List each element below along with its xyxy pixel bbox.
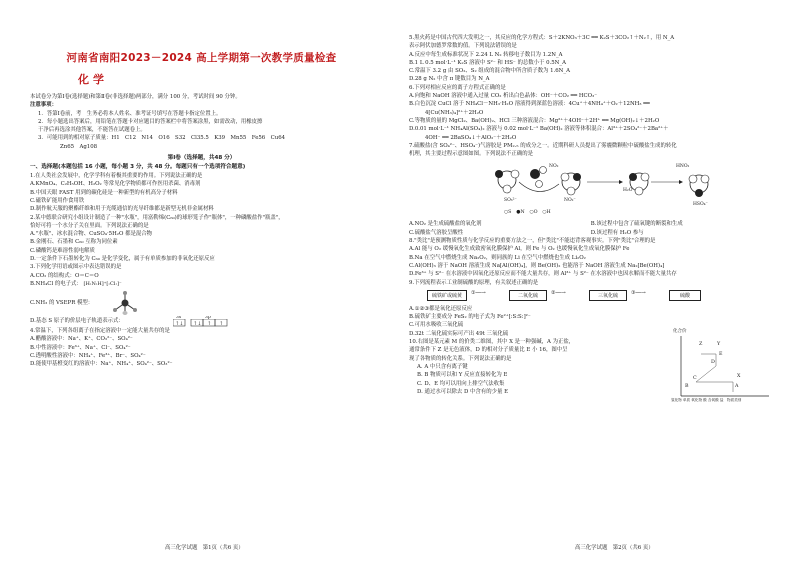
intro-line: Zn65 Ag108 [60,143,98,150]
valence-class-diagram [671,328,771,408]
option-line: B.白色沉淀 CuCl 溶于 NH₄Cl－NH₃·H₂O 溶液得到深蓝色溶液：4Cu⁺＋4NH₄⁺＋O₂＋12NH₃ ══ [409,101,650,108]
option-line: B.金刚石、石墨和 C₆₀ 互称为同位素 [30,239,118,246]
flow-box-so3: 三氧化硫 [589,290,627,301]
orbital-label-3p: 3p [205,315,211,320]
label-hno2: HNO₂ [676,164,690,170]
option-line: D.一定条件下石墨转化为 C₆₀ 是化学变化，属于有单质参加的非氧化还原反应 [30,256,215,263]
option-line: C.Al(OH)₃ 溶于 NaOH 溶液生成 Na[Al(OH)₄]，则 Be(OH)₂ 也能溶于 NaOH 溶液生成 Na₂[Be(OH)₄] [409,262,665,269]
option-line: B.中国天眼 FAST 用到的碳化硅是一种新型的有机高分子材料 [30,189,178,196]
option-line [30,316,373,327]
option-line: D.制作航天服的聚酯纤维和用于光缆通信的光导纤维都是新型无机非金属材料 [30,206,214,213]
option-line: C.磁铁矿能用作食用铁 [30,197,85,204]
page-footer: 高三化学试题 第1页（共6 页） [165,545,244,551]
question-line: 表示阿伏加德罗常数的值。下列说法错误的是 [409,43,517,50]
part-heading: 一、选择题(本题包括 16 小题，每小题 3 分，共 48 分。每题只有一个选项符合题意) [30,164,246,171]
option-c: C.硫酸盐气溶胶呈酸性 [409,229,464,236]
question-line: 5.黑火药是中国古代四大发明之一，其反应的化学方程式：S＋2KNO₃＋3C ══ K₂S＋3CO₂↑＋N₂↑，用 N_A [409,35,675,41]
flow-mark: ② [551,289,556,296]
option-line [409,220,772,228]
option-line [30,290,373,316]
orbital-label-3s: 3s [176,315,182,320]
flow-arrow-1: ①──→ [471,289,486,296]
point-x: X [737,374,741,380]
option-line: A.向饱和 NaOH 溶液中通入过量 CO₂ 析出白色晶体：OH⁻＋CO₂ ══ HCO₃⁻ [409,93,598,100]
diagram-x-label: 氢化物 单质 氧化物 酸 含氧酸 盐 物质类别 [671,398,742,403]
flow-box-h2so4: 硫酸 [669,290,701,301]
vsepr-model-figure [110,290,140,316]
option-line: C.等物质的量的 MgCl₂、Ba(OH)₂、HCl 三种溶液混合：Mg²⁺＋4OH⁻＋2H⁺ ══ Mg(OH)₂↓＋2H₂O [409,117,660,124]
option-line: C.可用水吸收三氧化硫 [409,322,464,329]
option-line: A.KMnO₄、C₂H₅OH、H₂O₂ 等常见化学物质都可作医用杀菌、消毒剂 [30,181,201,188]
sulfuric-acid-flow [409,289,772,303]
option-text: C.NH₃ 的 VSEPR 模型： [30,299,94,306]
option-line: A."水瓶"、冰水混合物、CuSO₄·5H₂O 都是混合物 [30,231,153,238]
question-line: 通常条件下 Z 是无色液体，D 的相对分子质量比 E 小 16，图中呈 [409,347,568,354]
option-line: A.醋酸溶液中：Na⁺、K⁺、CO₃²⁻、SO₄²⁻ [30,336,133,343]
svg-text:↑: ↑ [207,320,212,327]
point-c: C [693,376,697,382]
exam-subject: 化学 [78,73,108,86]
option-line: B.1 L 0.5 mol·L⁻¹ K₂S 溶液中 S²⁻ 和 HS⁻ 的总数小于 0.5N_A [409,59,566,66]
option-text: D.基态 S 原子的价层电子轨道表示式： [30,317,124,324]
diagram-y-label: 化合价 [673,329,687,335]
option-line [409,229,772,237]
option-line: A.①②③都是氧化还原反应 [409,305,473,312]
question-line: 6.下列对相应反应的离子方程式正确的是 [409,84,506,91]
question-line: 现了各物质的转化关系。下列说法正确的是 [409,355,512,362]
orbital-diagram [173,319,233,327]
atom-legend: ○S ●N ○O ○H [504,210,551,216]
option-line: D.能使甲基橙变红的溶液中：Na⁺、NH₄⁺、SO₄²⁻、SO₃²⁻ [30,361,173,368]
option-line: B. B 物质可以和 Y 反应直接转化为 E [417,372,508,379]
flow-arrow-3: ③──→ [631,289,646,296]
option-line: C.磷酸钙是难溶性弱电解质 [30,247,95,254]
sulfate-mechanism-figure [409,160,772,218]
option-line: B.硫铁矿主要成分 FeS₂ 的电子式为 Fe²⁺[:S:S:]²⁻ [409,314,531,321]
option-line: C.透明酸性溶液中：NH₄⁺、Fe³⁺、Br⁻、SO₄²⁻ [30,352,146,359]
question-line: 10.右图是某元素 M 的价类二维图，其中 X 是一种强碱，A 为正盐， [409,339,575,346]
option-line: D.0.01 mol·L⁻¹ NH₄Al(SO₄)₂ 溶液与 0.02 mol·L⁻¹ Ba(OH)₂ 溶液等体积混合：Al³⁺＋2SO₄²⁻＋2Ba²⁺＋ [409,126,669,133]
nh4cl-electron-formula: [H:N:H]⁺[:Cl:]⁻ [83,280,122,287]
intro-line: 干净后再选涂其他答案，不能答在试题卷上。 [38,127,146,134]
option-line: D.28 g N₂ 中含 π 键数目为 N_A [409,76,490,83]
question-line: 3.下列化学用语或图示中表达错误的是 [30,264,122,271]
option-line: A.CO₂ 的结构式：O＝C＝O [30,272,99,279]
option-line: C.常温下 3.2 g 由 SO₂、S₂ 组成的混合物中所含质子数为 1.6N_A [409,68,570,75]
option-line: D.Fe³⁺ 与 S²⁻ 在水溶液中因氧化还原反应而不能大量共存，则 Al³⁺ 与 S²⁻ 在水溶液中也因水解而不能大量共存 [409,271,677,278]
point-d: D [711,360,715,366]
option-line: C. D、E 均可以用向上排空气法收集 [417,380,505,387]
option-line: 4OH⁻ ══ 2BaSO₄↓＋AlO₂⁻＋2H₂O [425,134,517,141]
flow-mark: ③ [631,289,636,296]
intro-line: 注意事项： [30,102,57,109]
option-b: B.该过程中包含了硫氧键的断裂和生成 [590,221,683,228]
option-a: A.NO₂ 是生成硫酸盐的氧化剂 [409,221,482,228]
option-text: B.NH₄Cl 的电子式： [30,280,82,287]
question-line: 2.某中德联合研究小组设计制造了一种"水瓶"，用富勒烯(C₆₀)的球形笼子作"瓶体"，一种磷酸盐作"瓶盖"， [30,214,284,221]
point-y: Y [717,342,721,348]
flow-box-so2: 二氧化硫 [509,290,547,301]
label-so3: SO₃²⁻ [504,198,517,204]
svg-text:↑: ↑ [219,320,224,327]
question-line: 8."类比"是预测物质性质与化学反应的重要方法之一，但"类比"不能违背客观事实。下列"类比"合理的是 [409,238,656,245]
section-heading: 第Ⅰ卷（选择题，共48 分） [167,155,236,162]
label-no2: NO₂ [549,164,559,170]
page-footer: 高三化学试题 第2页（共6 页） [575,545,654,551]
label-hso4: HSO₄⁻ [693,202,708,208]
option-line: B.中性溶液中：Fe³⁺、Na⁺、Cl⁻、SO₄²⁻ [30,344,131,351]
point-e: E [719,352,723,358]
flow-box-ore: 硫铁矿或硫黄 [427,290,467,301]
flow-arrow-2: ②──→ [551,289,566,296]
option-line: 4[Cu(NH₃)₄]²⁺＋2H₂O [425,109,484,116]
option-line: A.Al 能与 O₂ 缓慢氧化生成致密氧化膜保护 Al，则 Fe 与 O₂ 也缓慢氧化生成氧化膜保护 Fe [409,246,630,253]
option-line: A.反应中每生成标准状况下 2.24 L N₂ 转移电子数目为 1.2N_A [409,51,563,58]
page-2 [397,0,794,561]
point-b: B [685,384,689,390]
svg-text:↑↓: ↑↓ [175,320,184,327]
option-line: D. 通过水可以除去 D 中含有的少量 E [417,388,509,395]
question-line: 9.下列流程表示工业制硫酸的原理，有关叙述正确的是 [409,279,539,286]
question-line: 4.常温下，下列各组离子在指定溶液中一定能大量共存的是 [30,327,170,334]
intro-line: 2．每小题选出答案后，用铅笔在答题卡对应题目的答案栏中将答案涂黑，如需改动，用橡皮擦 [38,118,263,125]
question-line: 1.在人类社会发展中，化学学科有着极其重要的作用。下列说法正确的是 [30,173,203,180]
label-no2-minus: NO₂⁻ [564,198,576,204]
question-line: 恰好可将一个水分子关在里面。下列说法正确的是 [30,222,149,229]
option-line [30,280,373,290]
option-d: D.该过程有 H₂O 参与 [590,229,644,236]
svg-text:↑↓: ↑↓ [193,320,202,327]
option-line: B.Na 在空气中燃烧生成 Na₂O₂，则同族的 Li 在空气中燃烧也生成 Li₂O₂ [409,254,586,261]
point-a: A [735,384,739,390]
option-line: A. A 中只含有离子键 [417,363,468,370]
valence-axes [671,334,771,406]
point-z: Z [699,342,703,348]
question-line: 机理，其主要过程示意图如图。下列说法不正确的是 [409,151,533,158]
label-h2o: H₂O [623,188,633,194]
question-line: 7.硫酸盐(含 SO₄²⁻、HSO₄⁻)气溶胶是 PM₂.₅ 的成分之一。近期科研人员提出了雾霾微颗粒中硫酸盐生成的转化 [409,142,677,149]
intro-line: 3．可能用到的相对原子质量：H1 C12 N14 O16 S32 Cl35.5 K39 Mn55 Fe56 Cu64 [38,135,286,142]
intro-line: 本试卷分为第Ⅰ卷(选择题)和第Ⅱ卷(非选择题)两部分，满分 100 分，考试时间 90 分钟。 [30,94,241,100]
flow-mark: ① [471,289,476,296]
option-line: D.32t 二氧化硫实际可产出 49t 三氧化硫 [409,330,509,337]
intro-line: 1．答第Ⅰ卷前，考 生务必将本人姓名、准考证号填写在答题卡指定位置上。 [38,110,222,117]
exam-title: 河南省南阳2023－2024 高上学期第一次教学质量检查 [66,52,337,64]
